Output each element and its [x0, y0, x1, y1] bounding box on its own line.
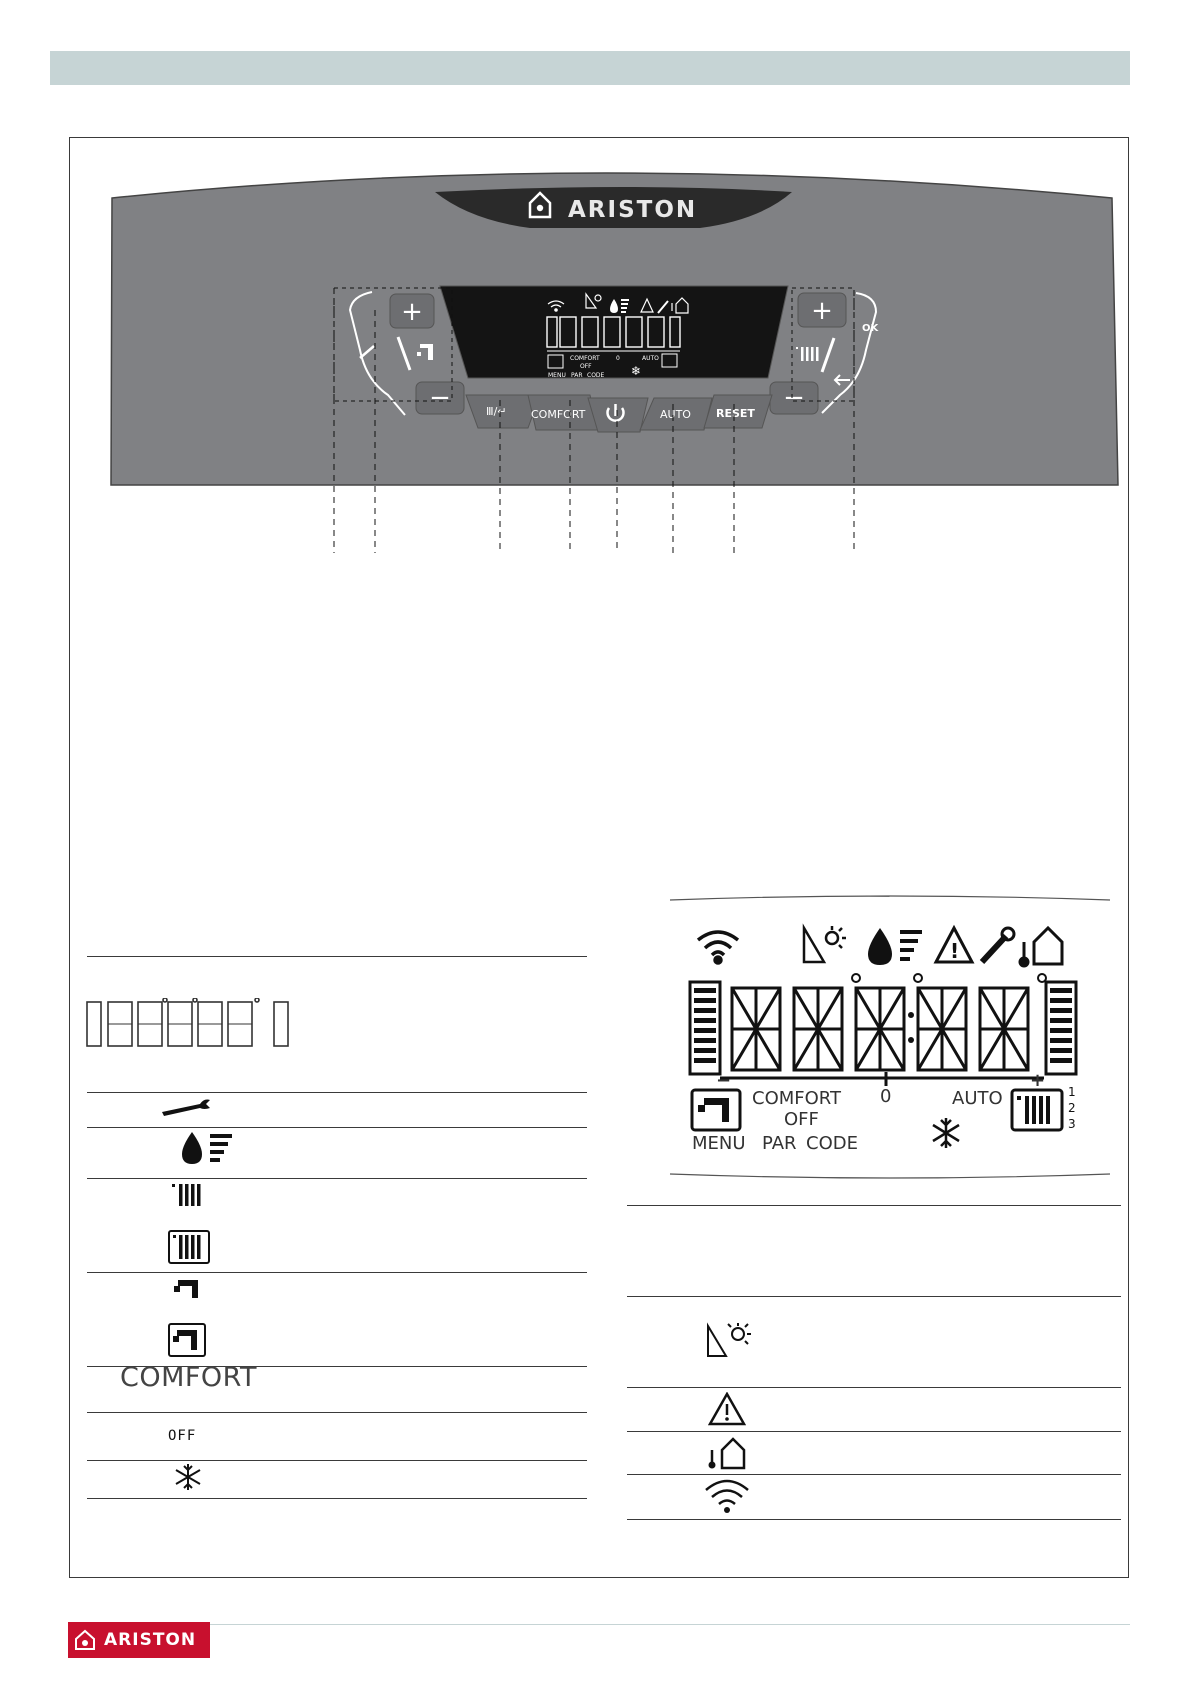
- legend-rule-9: [87, 1498, 587, 1499]
- lcd-zero-label: 0: [880, 1086, 892, 1107]
- power-button: [588, 398, 648, 432]
- comfort-label: COMFORT: [531, 408, 586, 421]
- lcd-plus: +: [1030, 1070, 1046, 1091]
- legend-rule-7: [87, 1412, 587, 1413]
- footer-line: [210, 1624, 1130, 1625]
- panel-brand: ARISTON: [568, 197, 698, 223]
- lcd-outdoor-temp-icon: [1020, 928, 1062, 966]
- legend-rule-8: [87, 1460, 587, 1461]
- lcd-zone-3: 3: [1068, 1117, 1076, 1131]
- panel-lcd-par: PAR: [571, 372, 583, 379]
- off-legend: [166, 1426, 210, 1444]
- footer-house-icon: [74, 1629, 96, 1651]
- legend-rule-3: [87, 1127, 587, 1128]
- tap-icon: [172, 1276, 202, 1300]
- lcd-snowflake-icon: [933, 1118, 959, 1148]
- outdoor-temp-icon: [706, 1436, 748, 1470]
- comfort-legend-label: COMFORT: [120, 1362, 257, 1393]
- panel-lcd-comfort: COMFORT: [570, 355, 600, 362]
- tap-boxed-icon: [167, 1322, 207, 1358]
- lcd-wrench-icon: [982, 936, 1006, 962]
- auto-label: AUTO: [660, 408, 691, 421]
- lcd-comfort-label: COMFORT: [752, 1088, 841, 1109]
- ok-label: OK: [862, 323, 879, 334]
- footer-logo: [68, 1622, 210, 1658]
- lcd-minus: −: [716, 1070, 732, 1091]
- right-minus-glyph: −: [783, 383, 805, 413]
- panel-lcd-off: OFF: [580, 363, 592, 370]
- lcd-detail-bottom-edge: [670, 1174, 1110, 1178]
- right-legend-rule-3: [627, 1387, 1121, 1388]
- legend-digit-display: [86, 998, 290, 1050]
- right-plus-glyph: +: [811, 296, 833, 326]
- right-legend-rule-2: [627, 1296, 1121, 1297]
- legend-rule-1: [87, 956, 587, 957]
- lcd-detail-digits: [732, 988, 1028, 1070]
- lcd-zone-1: 1: [1068, 1085, 1076, 1099]
- right-legend-rule-5: [627, 1474, 1121, 1475]
- heating-dhw-label: Ⅲ/↵: [486, 405, 507, 418]
- lcd-detail-top-edge: [670, 896, 1110, 900]
- lcd-code-label: CODE: [806, 1133, 858, 1154]
- flame-icon: [180, 1130, 236, 1170]
- lcd-detail: [660, 890, 1120, 1196]
- lcd-solar-icon: [804, 926, 846, 962]
- right-legend-rule-4: [627, 1431, 1121, 1432]
- wifi-icon: [704, 1478, 750, 1514]
- left-plus-glyph: +: [401, 297, 423, 327]
- lcd-par-label: PAR: [762, 1133, 797, 1154]
- panel-lcd-zero: 0: [616, 355, 620, 362]
- legend-rule-4: [87, 1178, 587, 1179]
- radiator-boxed-icon: [167, 1229, 211, 1265]
- panel-lcd-code: CODE: [587, 372, 605, 379]
- lcd-right-gauge-bars: [1050, 988, 1072, 1063]
- svg-text:OFF: OFF: [168, 1428, 197, 1444]
- lcd-zone-2: 2: [1068, 1101, 1076, 1115]
- lcd-left-gauge-bars: [694, 988, 716, 1063]
- lcd-radiator-boxed-icon: [1012, 1090, 1062, 1130]
- snowflake-icon: [173, 1462, 203, 1492]
- warning-icon: [708, 1392, 746, 1426]
- svg-text:!: !: [950, 939, 960, 963]
- panel-lcd-auto: AUTO: [642, 355, 659, 362]
- radiator-icon: [170, 1182, 206, 1208]
- legend-rule-2: [87, 1092, 587, 1093]
- lcd-off-label: OFF: [784, 1109, 819, 1130]
- lcd-auto-label: AUTO: [952, 1088, 1003, 1109]
- lcd-level-bars: [900, 930, 922, 961]
- panel-lcd-menu: MENU: [548, 372, 566, 379]
- legend-rule-5: [87, 1272, 587, 1273]
- panel-lcd-snowflake-icon: ❄: [631, 364, 642, 378]
- reset-label: RESET: [716, 407, 755, 420]
- lcd-decimal-dots: [852, 974, 1046, 982]
- control-panel: [0, 0, 1191, 560]
- lcd-tap-boxed-icon: [692, 1090, 740, 1130]
- wrench-icon: [160, 1096, 216, 1120]
- lcd-menu-label: MENU: [692, 1133, 746, 1154]
- right-legend-rule-1: [627, 1205, 1121, 1206]
- right-legend-rule-6: [627, 1519, 1121, 1520]
- lcd-flame-icon: [868, 928, 892, 965]
- solar-icon: [706, 1322, 752, 1360]
- lcd-wifi-icon: [698, 932, 738, 963]
- left-minus-glyph: −: [429, 383, 451, 413]
- lcd-colon: [908, 1012, 914, 1043]
- footer-brand: ARISTON: [104, 1630, 197, 1650]
